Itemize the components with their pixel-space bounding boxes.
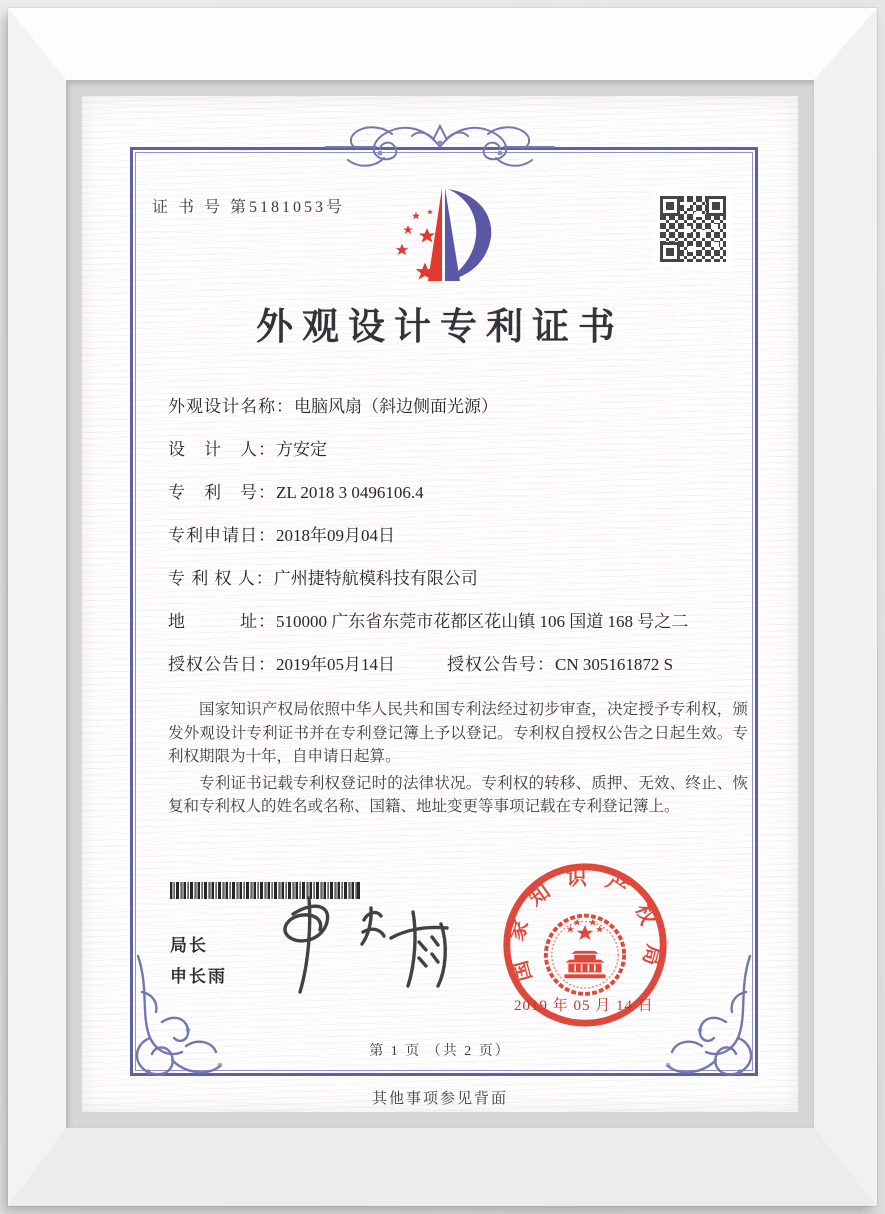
qr-code xyxy=(654,190,732,268)
field-patent-no: 专 利 号：ZL 2018 3 0496106.4 xyxy=(168,483,424,502)
back-note: 其他事项参见背面 xyxy=(371,1091,508,1107)
legal-paragraph-2: 专利证书记载专利权登记时的法律状况。专利权的转移、质押、无效、终止、恢复和专利权人的姓名或名称、国籍、地址变更等事项记载在专利登记簿上。 xyxy=(168,774,748,815)
certificate-title: 外观设计专利证书 xyxy=(256,307,624,348)
legal-text xyxy=(168,698,748,822)
field-designer: 设 计 人：方安定 xyxy=(168,440,327,459)
border-ornament-top-icon xyxy=(322,116,558,176)
corner-flourish-right-icon xyxy=(664,952,760,1080)
field-address: 地 址：510000 广东省东莞市花都区花山镇 106 国道 168 号之二 xyxy=(168,612,689,631)
certificate-fields xyxy=(168,396,754,697)
field-patentee: 专 利 权 人：广州捷特航模科技有限公司 xyxy=(168,569,478,588)
seal-date: 2019 年 05 月 14 日 xyxy=(514,998,654,1014)
seal-text: 国家知识产权局 xyxy=(505,867,665,984)
director-block xyxy=(170,930,227,992)
cnipa-logo-icon xyxy=(385,184,499,292)
director-title: 局长 xyxy=(170,936,208,955)
certificate-paper xyxy=(82,96,798,1112)
field-design-name: 外观设计名称：电脑风扇（斜边侧面光源） xyxy=(168,397,498,416)
page-indicator: 第 1 页 （共 2 页） xyxy=(369,1044,511,1059)
legal-paragraph-1: 国家知识产权局依照中华人民共和国专利法经过初步审查，决定授予专利权，颁发外观设计专利证书并在专利登记簿上予以登记。专利权自授权公告之日起生效。专利权期限为十年，自申请日起算。 xyxy=(168,701,748,765)
field-grant: 授权公告日：2019年05月14日 授权公告号：CN 305161872 S xyxy=(168,655,674,674)
signature xyxy=(267,892,463,998)
director-name: 申长雨 xyxy=(170,967,227,986)
certificate-number: 证 书 号 第5181053号 xyxy=(152,199,346,216)
field-filing-date: 专利申请日：2018年09月04日 xyxy=(168,526,395,545)
